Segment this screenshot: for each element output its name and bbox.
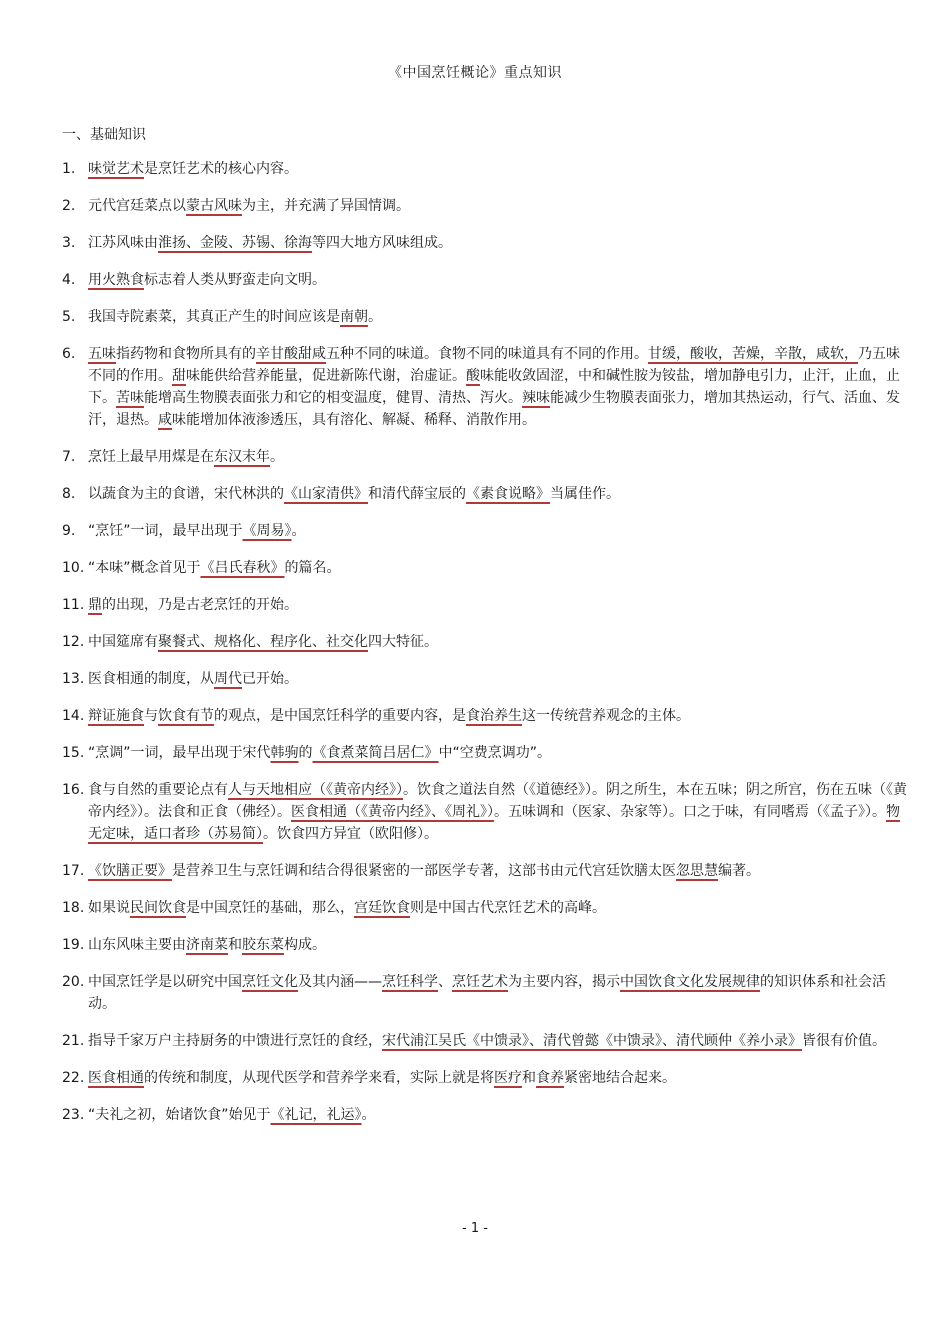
item-text: 紧密地结合起来。 xyxy=(564,1070,676,1086)
highlighted-term: 苦味 xyxy=(116,390,144,406)
list-item xyxy=(62,631,910,653)
item-number: 21. xyxy=(62,1033,85,1049)
item-text: 江苏风味由 xyxy=(88,235,158,251)
highlighted-term: 《周易》 xyxy=(242,523,292,539)
highlighted-term: 用火熟食 xyxy=(88,272,144,288)
list-item xyxy=(62,860,910,882)
list-item xyxy=(62,446,910,468)
highlighted-term: 周代 xyxy=(214,671,242,687)
item-text: 的出现，乃是古老烹饪的开始。 xyxy=(102,597,298,613)
item-text: 的 xyxy=(298,745,313,761)
highlighted-term: 南朝 xyxy=(340,309,368,325)
list-item xyxy=(62,742,910,764)
list-item xyxy=(62,158,910,180)
list-item xyxy=(62,520,910,542)
item-text: 已开始。 xyxy=(242,671,298,687)
item-text: “本味”概念首见于 xyxy=(88,560,201,576)
highlighted-term: 味觉艺术 xyxy=(88,161,144,177)
highlighted-term: 烹饪文化 xyxy=(242,974,298,990)
highlighted-term: 韩驹 xyxy=(270,745,299,761)
item-number: 1. xyxy=(62,161,76,177)
item-text: 四大特征。 xyxy=(368,634,438,650)
highlighted-term: 忽思慧 xyxy=(676,863,718,879)
item-text: 为主要内容，揭示 xyxy=(508,974,620,990)
list-item xyxy=(62,1067,910,1089)
list-item xyxy=(62,1030,910,1052)
item-text: 。饮食之道法自然（《道德经》）。阴之所生，本在五味；阴之所宫，伤在五味（《黄帝内经》）。法食和正食（佛经）。 xyxy=(88,782,907,820)
item-text: 皆很有价值。 xyxy=(802,1033,886,1049)
item-text: 构成。 xyxy=(284,937,326,953)
list-item xyxy=(62,1104,910,1126)
highlighted-term: 辩证施食 xyxy=(88,708,144,724)
item-number: 22. xyxy=(62,1070,85,1086)
item-text: 。 xyxy=(291,523,306,539)
highlighted-term: 烹饪科学 xyxy=(382,974,438,990)
item-number: 4. xyxy=(62,272,76,288)
list-item xyxy=(62,779,910,845)
item-text: 中国筵席有 xyxy=(88,634,158,650)
highlighted-term: 淮扬、金陵、苏锡、徐海 xyxy=(158,235,312,251)
list-item xyxy=(62,557,910,579)
highlighted-term: 宋代浦江吴氏《中馈录》、清代曾懿《中馈录》、清代顾仲《养小录》 xyxy=(382,1033,802,1049)
item-text: “夫礼之初，始诸饮食”始见于 xyxy=(88,1107,271,1123)
highlighted-term: 物无定味，适口者珍（苏易简） xyxy=(88,804,900,842)
item-text: 是烹饪艺术的核心内容。 xyxy=(144,161,298,177)
item-text: 指药物和食物所具有的 xyxy=(116,346,256,362)
item-text: 能增高生物膜表面张力和它的相变温度，健胃、清热、泻火。 xyxy=(144,390,522,406)
highlighted-term: 鼎 xyxy=(88,597,102,613)
item-text: 。 xyxy=(368,309,382,325)
item-text: 等四大地方风味组成。 xyxy=(312,235,452,251)
item-text: 的篇名。 xyxy=(284,560,341,576)
item-number: 9. xyxy=(62,523,76,539)
item-text: 。 xyxy=(361,1107,376,1123)
item-text: 为主，并充满了异国情调。 xyxy=(242,198,410,214)
item-number: 5. xyxy=(62,309,76,325)
item-text: 是营养卫生与烹饪调和结合得很紧密的一部医学专著，这部书由元代宫廷饮膳太医 xyxy=(172,863,676,879)
item-text: 编著。 xyxy=(718,863,760,879)
item-number: 2. xyxy=(62,198,76,214)
item-text: 味能收敛固涩，中和碱性胺为铵盐，增加静电引力，止汗，止血，止下。 xyxy=(88,368,900,406)
highlighted-term: 《山家清供》 xyxy=(284,486,368,502)
highlighted-term: 烹饪艺术 xyxy=(452,974,508,990)
item-number: 14. xyxy=(62,708,85,724)
highlighted-term: 中国饮食文化发展规律 xyxy=(620,974,760,990)
list-item xyxy=(62,897,910,919)
document-title: 《中国烹饪概论》重点知识 xyxy=(388,65,562,81)
list-item xyxy=(62,232,910,254)
item-text: 及其内涵—— xyxy=(298,974,382,990)
item-text: 。 xyxy=(270,449,284,465)
item-text: 医食相通的制度，从 xyxy=(88,671,214,687)
list-item xyxy=(62,306,910,328)
item-number: 6. xyxy=(62,346,76,362)
item-number: 16. xyxy=(62,782,85,798)
highlighted-term: 饮食有节 xyxy=(158,708,214,724)
highlighted-term: 《吕氏春秋》 xyxy=(200,560,285,576)
item-text: 这一传统营养观念的主体。 xyxy=(522,708,690,724)
item-text: 中国烹饪学是以研究中国 xyxy=(88,974,242,990)
item-number: 15. xyxy=(62,745,85,761)
highlighted-term: 医食相通（《黄帝内经》、《周礼》） xyxy=(291,804,494,820)
item-text: 的知识体系和社会活动。 xyxy=(88,974,886,1012)
page-number: - 1 - xyxy=(462,1221,488,1236)
highlighted-term: 东汉末年 xyxy=(214,449,270,465)
highlighted-term: 《素食说略》 xyxy=(466,486,550,502)
item-text: 与 xyxy=(144,708,158,724)
item-number: 13. xyxy=(62,671,85,687)
highlighted-term: 甜 xyxy=(172,368,186,384)
item-number: 7. xyxy=(62,449,76,465)
item-text: 以蔬食为主的食谱，宋代林洪的 xyxy=(88,486,284,502)
item-text: 如果说 xyxy=(88,900,130,916)
item-text: 则是中国古代烹饪艺术的高峰。 xyxy=(410,900,606,916)
item-text: 和清代薛宝辰的 xyxy=(368,486,466,502)
item-text: 味能增加体液渗透压，具有溶化、解凝、稀释、消散作用。 xyxy=(172,412,536,428)
highlighted-term: 五味 xyxy=(88,346,116,362)
item-number: 18. xyxy=(62,900,85,916)
highlighted-term: 辛甘酸甜咸 xyxy=(256,346,326,362)
list-item xyxy=(62,343,910,431)
list-item xyxy=(62,594,910,616)
section-heading: 一、基础知识 xyxy=(62,127,146,143)
highlighted-term: 蒙古风味 xyxy=(186,198,242,214)
item-text: “烹饪”一词，最早出现于 xyxy=(88,523,243,539)
item-number: 3. xyxy=(62,235,76,251)
item-text: 和 xyxy=(228,937,242,953)
item-text: “烹调”一词，最早出现于宋代 xyxy=(88,745,271,761)
item-number: 17. xyxy=(62,863,85,879)
knowledge-list xyxy=(62,158,910,1141)
item-number: 23. xyxy=(62,1107,85,1123)
item-text: 当属佳作。 xyxy=(550,486,620,502)
item-text: 和 xyxy=(522,1070,536,1086)
highlighted-term: 酸 xyxy=(466,368,480,384)
item-text: 的观点，是中国烹饪科学的重要内容，是 xyxy=(214,708,466,724)
highlighted-term: 甘缓，酸收，苦燥，辛散，咸软， xyxy=(648,346,858,362)
item-number: 19. xyxy=(62,937,85,953)
item-text: 五种不同的味道。食物不同的味道具有不同的作用。 xyxy=(326,346,648,362)
highlighted-term: 胶东菜 xyxy=(242,937,284,953)
item-text: 标志着人类从野蛮走向文明。 xyxy=(144,272,326,288)
highlighted-term: 济南菜 xyxy=(186,937,228,953)
highlighted-term: 人与天地相应（《黄帝内经》） xyxy=(228,782,403,798)
item-text: 元代宫廷菜点以 xyxy=(88,198,186,214)
item-text: 。饮食四方异宜（欧阳修）。 xyxy=(263,826,438,842)
item-text: 能减少生物膜表面张力，增加其热运动，行气、活血、发汗，退热。 xyxy=(88,390,900,428)
item-text: 烹饪上最早用煤是在 xyxy=(88,449,214,465)
item-text: 是中国烹饪的基础，那么， xyxy=(186,900,354,916)
highlighted-term: 民间饮食 xyxy=(130,900,186,916)
highlighted-term: 食治养生 xyxy=(466,708,522,724)
item-text: 指导千家万户主持厨务的中馈进行烹饪的食经， xyxy=(88,1033,382,1049)
item-text: 乃五味不同的作用。 xyxy=(88,346,900,384)
item-text: 中“空费烹调功”。 xyxy=(438,745,552,761)
item-text: 、 xyxy=(438,974,452,990)
highlighted-term: 《饮膳正要》 xyxy=(88,863,172,879)
item-text: 味能供给营养能量，促进新陈代谢，治虚证。 xyxy=(186,368,466,384)
item-text: 食与自然的重要论点有 xyxy=(88,782,228,798)
list-item xyxy=(62,195,910,217)
highlighted-term: 咸 xyxy=(158,412,172,428)
item-text: 的传统和制度，从现代医学和营养学来看，实际上就是将 xyxy=(144,1070,494,1086)
item-number: 12. xyxy=(62,634,85,650)
item-number: 11. xyxy=(62,597,85,613)
list-item xyxy=(62,705,910,727)
list-item xyxy=(62,483,910,505)
highlighted-term: 宫廷饮食 xyxy=(354,900,410,916)
list-item xyxy=(62,971,910,1015)
highlighted-term: 医食相通 xyxy=(88,1070,144,1086)
list-item xyxy=(62,269,910,291)
highlighted-term: 食养 xyxy=(536,1070,564,1086)
item-text: 我国寺院素菜，其真正产生的时间应该是 xyxy=(88,309,340,325)
highlighted-term: 聚餐式、规格化、程序化、社交化 xyxy=(158,634,368,650)
highlighted-term: 医疗 xyxy=(494,1070,522,1086)
item-number: 8. xyxy=(62,486,76,502)
list-item xyxy=(62,668,910,690)
highlighted-term: 《礼记，礼运》 xyxy=(270,1107,362,1123)
highlighted-term: 《食煮菜简吕居仁》 xyxy=(312,745,439,761)
item-number: 20. xyxy=(62,974,85,990)
highlighted-term: 辣味 xyxy=(522,390,550,406)
item-text: 。五味调和（医家、杂家等）。口之于味，有同嗜焉（《孟子》）。 xyxy=(494,804,886,820)
list-item xyxy=(62,934,910,956)
item-number: 10. xyxy=(62,560,85,576)
item-text: 山东风味主要由 xyxy=(88,937,186,953)
